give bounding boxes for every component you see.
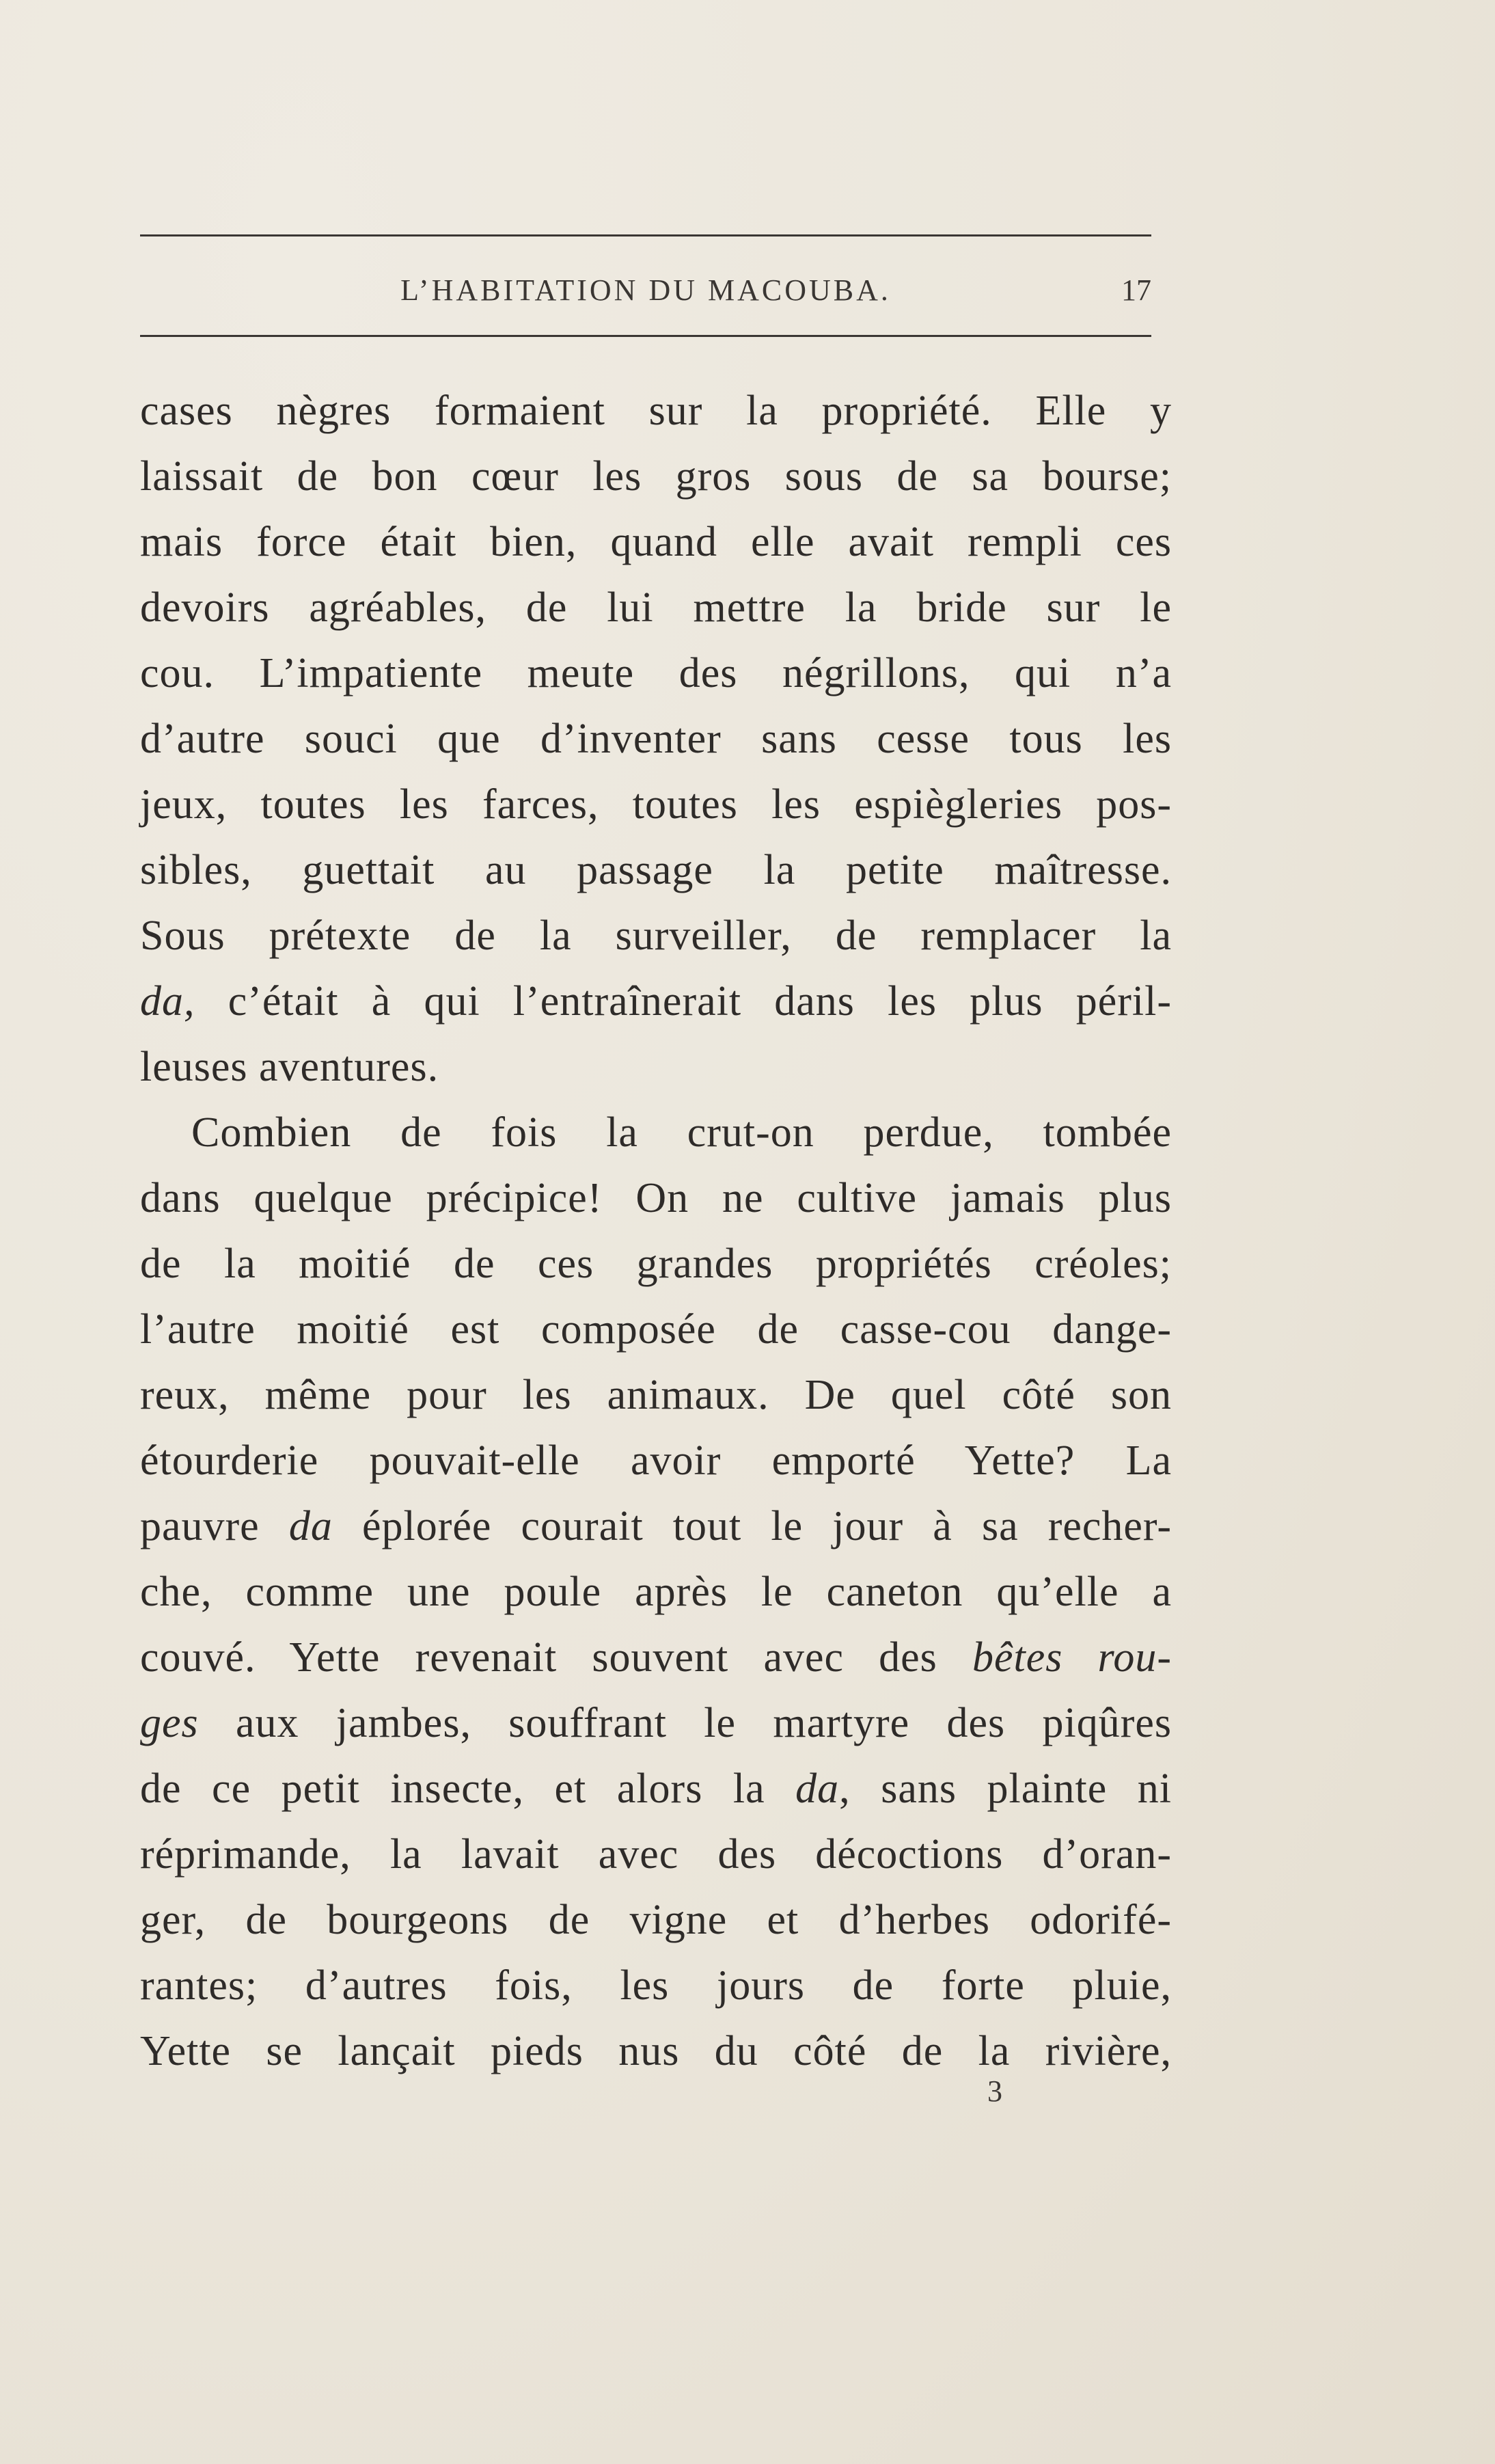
signature-mark: 3 [987,2074,1002,2108]
text-line: laissait de bon cœur les gros sous de sa bourse; [140,453,1172,500]
text-line: rantes; d’autres fois, les jours de forte pluie, [140,1962,1172,2009]
text-line: dans quelque précipice! On ne cultive jamais plus [140,1175,1172,1221]
text-line: mais force était bien, quand elle avait rempli ces [140,519,1172,565]
text-line: jeux, toutes les farces, toutes les espiègleries pos- [140,781,1172,828]
text-line [140,1756,1172,1822]
text-line: devoirs agréables, de lui mettre la bride sur le [140,584,1172,631]
italic-word: bêtes rou- [972,1634,1172,1681]
text-line: che, comme une poule après le caneton qu’elle a [140,1569,1172,1615]
text-line: ger, de bourgeons de vigne et d’herbes odorifé- [140,1897,1172,1943]
header-rule-bottom [140,335,1151,337]
text-run: c’était à qui l’entraînerait dans les plus péril- [195,978,1172,1025]
text-line: Sous prétexte de la surveiller, de remplacer la [140,912,1172,959]
text-line [140,969,1172,1034]
text-line [140,1625,1172,1690]
text-line: l’autre moitié est composée de casse-cou dange- [140,1306,1172,1353]
italic-word: da, [140,978,195,1025]
italic-word: da [288,1503,333,1549]
text-run: , sans plainte ni [839,1765,1172,1812]
text-run: couvé. Yette revenait souvent avec des [140,1634,972,1681]
text-line: réprimande, la lavait avec des décoctions d’oran- [140,1831,1172,1878]
running-head [140,263,1151,318]
text-line: reux, même pour les animaux. De quel côté son [140,1372,1172,1418]
text-line: étourderie pouvait-elle avoir emporté Yette? La [140,1437,1172,1484]
text-run: de ce petit insecte, et alors la [140,1765,796,1812]
running-title: L’HABITATION DU MACOUBA. [400,273,891,307]
text-line: sibles, guettait au passage la petite maîtresse. [140,847,1172,893]
text-line: leuses aventures. [140,1044,439,1090]
text-line: Combien de fois la crut-on perdue, tombée [191,1109,1172,1156]
italic-word: da [795,1765,840,1812]
text-run: aux jambes, souffrant le martyre des piqûres [198,1700,1172,1746]
text-line: cases nègres formaient sur la propriété. Elle y [140,388,1172,434]
text-run: éplorée courait tout le jour à sa recher- [332,1503,1172,1549]
text-run: pauvre [140,1503,289,1549]
text-line: d’autre souci que d’inventer sans cesse tous les [140,716,1172,762]
text-line [140,1690,1172,1756]
header-rule-top [140,234,1151,236]
text-line: cou. L’impatiente meute des négrillons, qui n’a [140,650,1172,696]
text-line [140,1493,1172,1559]
page-number: 17 [1121,273,1151,307]
italic-word: ges [140,1700,199,1746]
body-text [140,378,1172,2084]
text-line: Yette se lançait pieds nus du côté de la rivière, [140,2028,1172,2074]
text-line: de la moitié de ces grandes propriétés créoles; [140,1241,1172,1287]
